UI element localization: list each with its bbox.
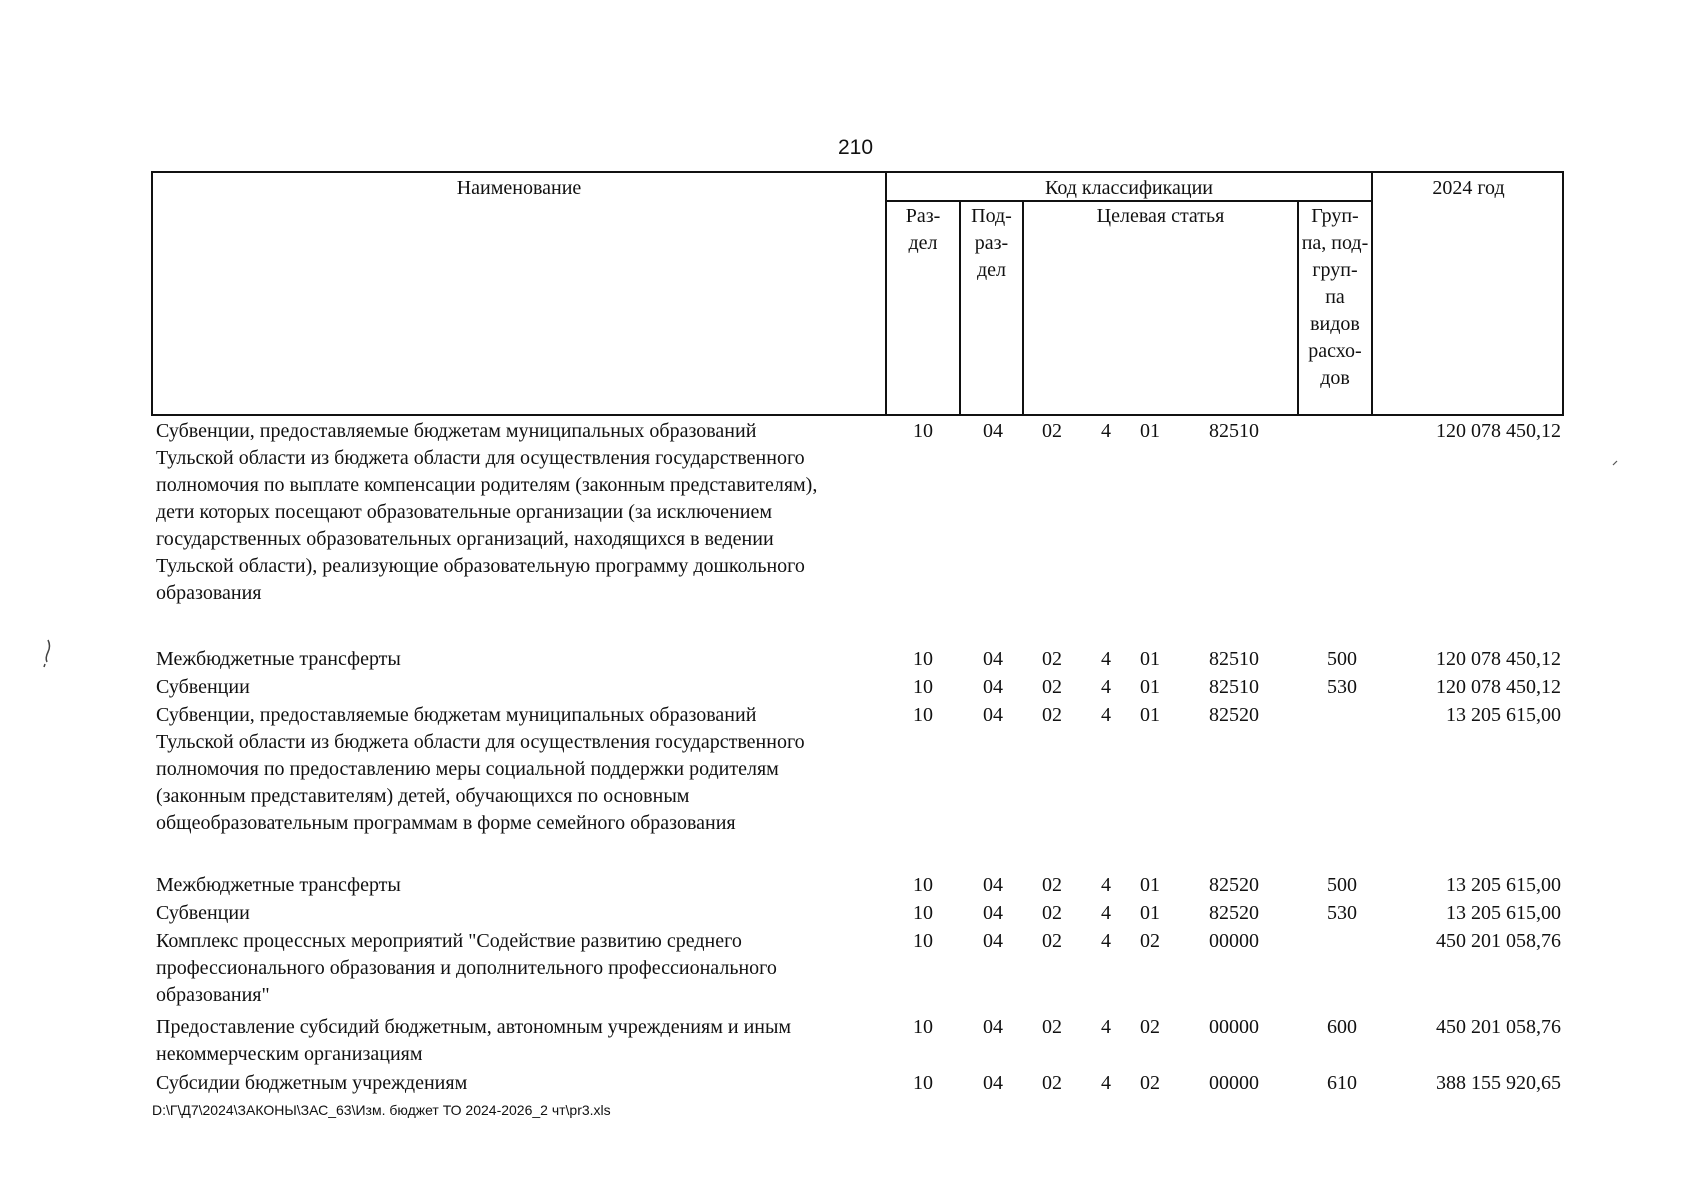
row-name: Субвенции, предоставляемые бюджетам муниципальных образований Тульской области из бюджета области для осуществления государственного полномочия по выплате компенсации родителям (законным представителям), дети которых посещают образовательные организации (за исключением государственных образовательных организаций, находящихся в ведении Тульской области), реализующие образовательную программу дошкольного образования: [156, 420, 818, 604]
cell-target-program: 02: [1042, 930, 1062, 952]
cell-amount: 120 078 450,12: [1436, 676, 1561, 698]
header-code-classification: Код классификации: [1044, 177, 1214, 199]
page-number: 210: [838, 136, 874, 159]
cell-razdel: 10: [913, 874, 933, 896]
cell-amount: 120 078 450,12: [1436, 420, 1561, 442]
cell-target-program: 02: [1042, 420, 1062, 442]
cell-target-direction: 82520: [1209, 704, 1259, 726]
header-divider: [1022, 201, 1024, 414]
cell-razdel: 10: [913, 1016, 933, 1038]
cell-target-complex: 02: [1140, 1016, 1160, 1038]
row-name: Субвенции: [156, 676, 250, 698]
cell-expense-group: 530: [1327, 676, 1357, 698]
cell-amount: 13 205 615,00: [1446, 874, 1561, 896]
cell-amount: 13 205 615,00: [1446, 902, 1561, 924]
cell-target-program: 02: [1042, 1016, 1062, 1038]
cell-podrazdel: 04: [983, 648, 1003, 670]
header-divider: [1371, 173, 1373, 414]
cell-razdel: 10: [913, 1072, 933, 1094]
cell-razdel: 10: [913, 648, 933, 670]
cell-razdel: 10: [913, 930, 933, 952]
cell-target-type: 4: [1101, 930, 1111, 952]
cell-expense-group: 530: [1327, 902, 1357, 924]
cell-razdel: 10: [913, 420, 933, 442]
cell-target-type: 4: [1101, 704, 1111, 726]
cell-podrazdel: 04: [983, 902, 1003, 924]
cell-target-direction: 82510: [1209, 676, 1259, 698]
cell-podrazdel: 04: [983, 874, 1003, 896]
row-name: Субвенции, предоставляемые бюджетам муниципальных образований Тульской области из бюджета области для осуществления государственного полномочия по предоставлению меры социальной поддержки родителям (законным представителям) детей, обучающихся по основным общеобразовательным программам в форме семейного образования: [156, 704, 805, 834]
cell-target-type: 4: [1101, 902, 1111, 924]
cell-amount: 388 155 920,65: [1436, 1072, 1561, 1094]
cell-podrazdel: 04: [983, 1072, 1003, 1094]
row-name: Комплекс процессных мероприятий "Содействие развитию среднего профессионального образования и дополнительного профессионального образования": [156, 930, 777, 1006]
cell-podrazdel: 04: [983, 1016, 1003, 1038]
cell-expense-group: 500: [1327, 874, 1357, 896]
cell-expense-group: 600: [1327, 1016, 1357, 1038]
cell-target-complex: 02: [1140, 1072, 1160, 1094]
scan-mark: [40, 638, 54, 668]
cell-target-program: 02: [1042, 1072, 1062, 1094]
cell-target-complex: 02: [1140, 930, 1160, 952]
cell-podrazdel: 04: [983, 704, 1003, 726]
cell-target-complex: 01: [1140, 874, 1160, 896]
cell-target-direction: 00000: [1209, 1016, 1259, 1038]
cell-target-complex: 01: [1140, 676, 1160, 698]
cell-target-direction: 82520: [1209, 902, 1259, 924]
cell-target-direction: 00000: [1209, 1072, 1259, 1094]
cell-amount: 120 078 450,12: [1436, 648, 1561, 670]
header-name: Наименование: [456, 177, 582, 199]
cell-target-type: 4: [1101, 420, 1111, 442]
row-name: Межбюджетные трансферты: [156, 648, 401, 670]
cell-amount: 450 201 058,76: [1436, 1016, 1561, 1038]
cell-podrazdel: 04: [983, 676, 1003, 698]
cell-target-type: 4: [1101, 1016, 1111, 1038]
cell-amount: 13 205 615,00: [1446, 704, 1561, 726]
cell-podrazdel: 04: [983, 930, 1003, 952]
cell-target-complex: 01: [1140, 704, 1160, 726]
cell-razdel: 10: [913, 704, 933, 726]
cell-razdel: 10: [913, 676, 933, 698]
cell-target-complex: 01: [1140, 902, 1160, 924]
row-name: Предоставление субсидий бюджетным, автономным учреждениям и иным некоммерческим организациям: [156, 1016, 792, 1065]
header-vid: Груп- па, под- груп- па видов расхо- дов: [1301, 205, 1369, 389]
cell-target-complex: 01: [1140, 420, 1160, 442]
header-year: 2024 год: [1432, 177, 1505, 199]
cell-target-type: 4: [1101, 1072, 1111, 1094]
cell-amount: 450 201 058,76: [1436, 930, 1561, 952]
file-path-footer: D:\Г\Д7\2024\ЗАКОНЫ\ЗАС_63\Изм. бюджет ТО 2024-2026_2 чт\pr3.xls: [152, 1102, 611, 1118]
cell-target-type: 4: [1101, 874, 1111, 896]
header-podrazdel: Под- раз- дел: [971, 205, 1012, 281]
cell-target-direction: 82510: [1209, 648, 1259, 670]
cell-target-program: 02: [1042, 874, 1062, 896]
header-razdel: Раз- дел: [905, 205, 941, 254]
row-name: Субвенции: [156, 902, 250, 924]
cell-razdel: 10: [913, 902, 933, 924]
cell-target-type: 4: [1101, 676, 1111, 698]
cell-podrazdel: 04: [983, 420, 1003, 442]
row-name: Межбюджетные трансферты: [156, 874, 401, 896]
table-header: [151, 171, 1564, 416]
row-name: Субсидии бюджетным учреждениям: [156, 1072, 468, 1094]
cell-target-direction: 82520: [1209, 874, 1259, 896]
cell-target-program: 02: [1042, 704, 1062, 726]
cell-target-direction: 00000: [1209, 930, 1259, 952]
cell-target-complex: 01: [1140, 648, 1160, 670]
cell-target-program: 02: [1042, 902, 1062, 924]
cell-target-program: 02: [1042, 648, 1062, 670]
cell-expense-group: 610: [1327, 1072, 1357, 1094]
scan-mark: [1612, 460, 1618, 466]
cell-target-direction: 82510: [1209, 420, 1259, 442]
header-celevaya-statya: Целевая статья: [1096, 205, 1225, 227]
cell-target-program: 02: [1042, 676, 1062, 698]
cell-expense-group: 500: [1327, 648, 1357, 670]
cell-target-type: 4: [1101, 648, 1111, 670]
